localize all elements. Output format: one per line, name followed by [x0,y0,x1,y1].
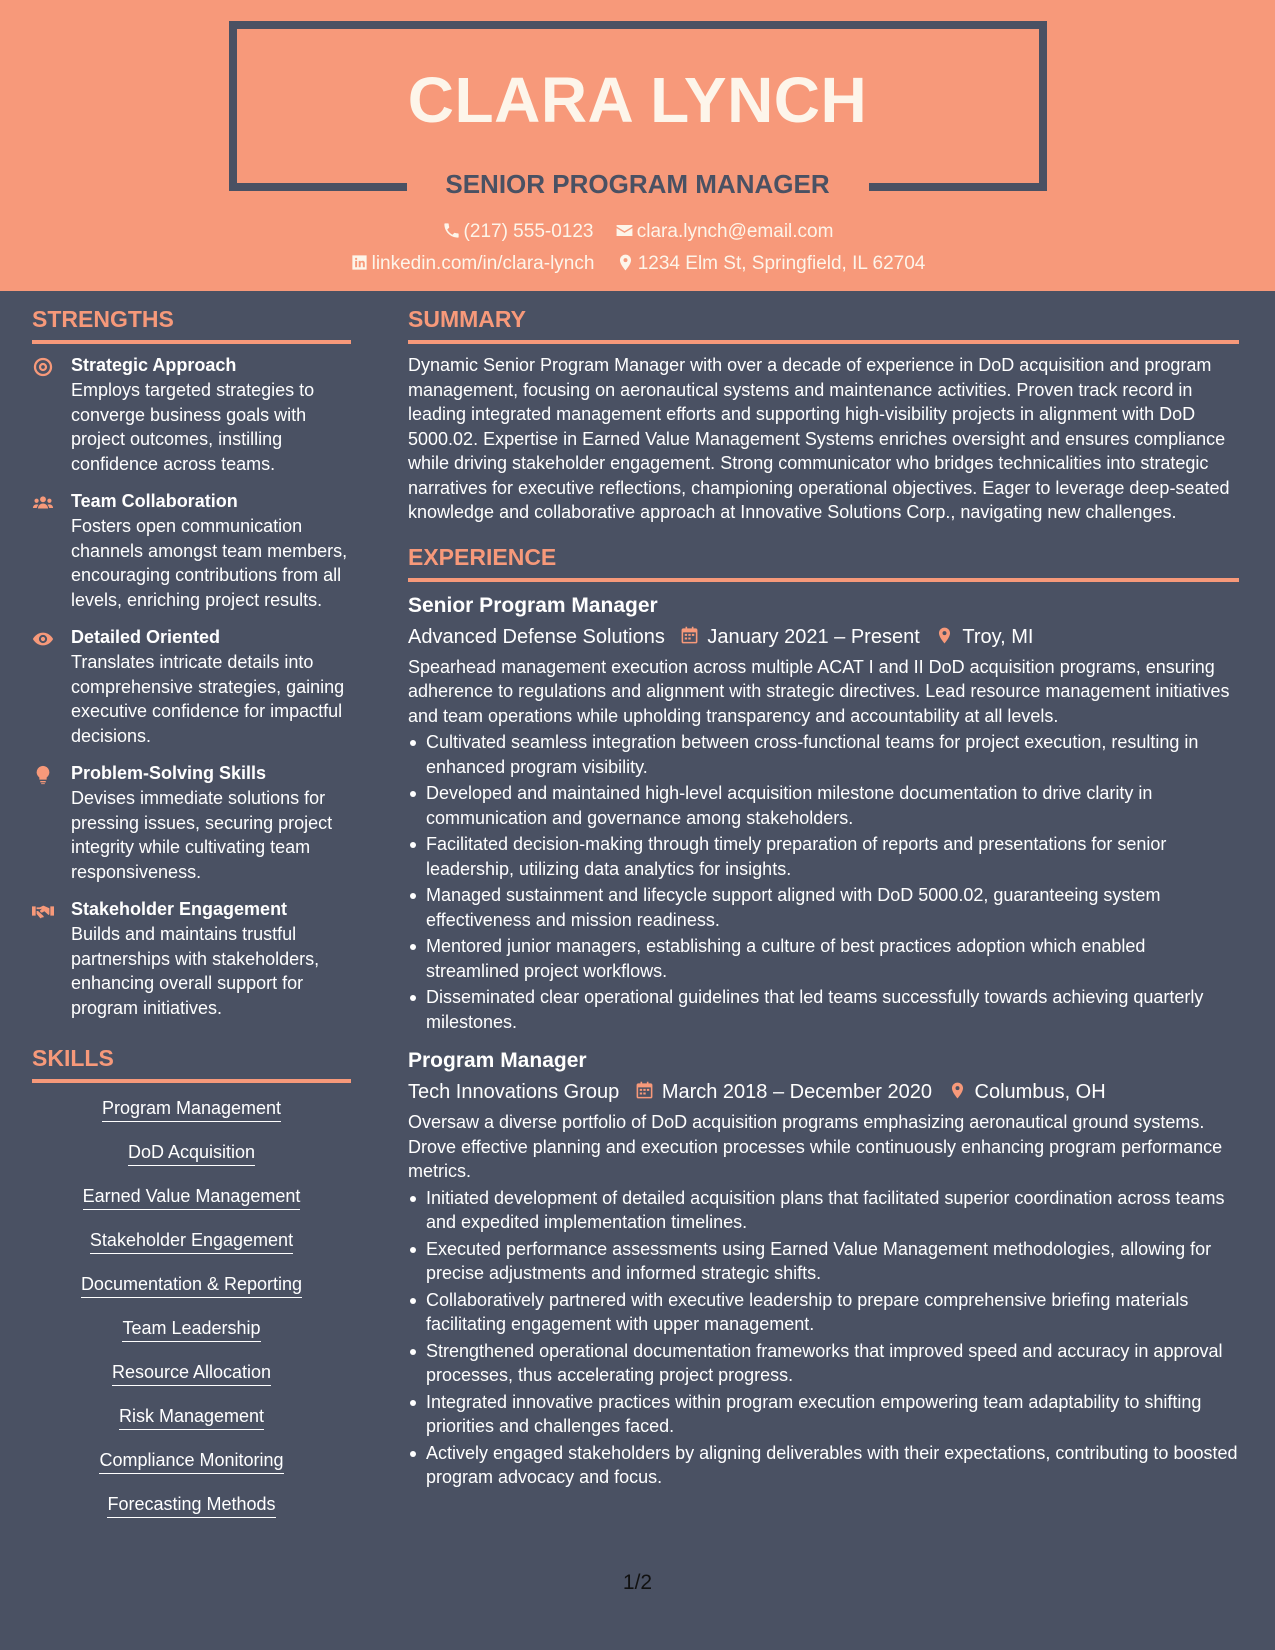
candidate-title: SENIOR PROGRAM MANAGER [445,169,830,199]
job-description: Oversaw a diverse portfolio of DoD acquisition programs emphasizing aeronautical ground systems. Drove effective planning and execution processes while continuously enhancing program performance metrics. [408,1112,1223,1181]
job-dates: March 2018 – December 2020 [661,1081,932,1103]
skills-heading: SKILLS [32,1040,351,1083]
strength-title: Team Collaboration [71,491,238,511]
list-item: Developed and maintained high-level acquisition milestone documentation to drive clarity in communication and governance among stakeholders. [426,781,1239,830]
job-location: Columbus, OH [974,1081,1106,1103]
skill-tag: Stakeholder Engagement [90,1228,293,1254]
lightbulb-icon [32,764,54,786]
summary-text: Dynamic Senior Program Manager with over a decade of experience in DoD acquisition and program management, focusing on aeronautical systems and maintenance activities. Proven track record in leading integrated management efforts and supporting high-visibility projects in alignment with DoD 5000.02. Expertise in Earned Value Management Systems enriches oversight and ensures compliance while driving stakeholder engagement. Strong communicator who bridges technicalities into strategic narratives for executive reflections, championing operational objectives. Eager to leverage deep-seated knowledge and collaborative approach at Innovative Solutions Corp., navigating new challenges. [408,355,1230,522]
list-item: Executed performance assessments using Earned Value Management methodologies, allowing for precise adjustments and informed strategic shifts. [426,1237,1239,1286]
skill-tag: Risk Management [119,1404,264,1430]
strengths-heading: STRENGTHS [32,301,351,344]
list-item: Mentored junior managers, establishing a culture of best practices adoption which enabled streamlined project workflows. [426,934,1239,983]
list-item: Cultivated seamless integration between cross-functional teams for project execution, resulting in enhanced program visibility. [426,730,1239,779]
experience-heading: EXPERIENCE [408,539,1239,582]
skills-list [32,1092,351,1518]
list-item: Strengthened operational documentation frameworks that improved speed and accuracy in approval processes, thus accelerating project progress. [426,1339,1239,1388]
map-pin-icon [935,626,954,645]
job-entry [408,1046,1239,1490]
strength-item [32,353,351,476]
strength-desc: Devises immediate solutions for pressing issues, securing project integrity while cultivating team responsiveness. [71,788,333,882]
strength-item [32,897,351,1020]
list-item: Collaboratively partnered with executive leadership to prepare comprehensive briefing materials facilitating engagement with upper management. [426,1288,1239,1337]
map-pin-icon [948,1081,967,1100]
job-meta [408,621,1239,653]
contact-row-1 [0,219,1275,245]
list-item: Integrated innovative practices within program execution empowering team adaptability to shifting priorities and challenges faced. [426,1390,1239,1439]
strength-desc: Employs targeted strategies to converge business goals with project outcomes, instilling confidence across teams. [71,380,315,474]
job-role: Senior Program Manager [408,593,658,617]
left-column [32,301,351,1536]
contact-email[interactable] [615,219,834,245]
eye-icon [32,628,54,650]
linkedin-text: linkedin.com/in/clara-lynch [371,253,595,274]
strength-desc: Builds and maintains trustful partnerships with stakeholders, enhancing overall support for program initiatives. [71,924,320,1018]
strength-title: Strategic Approach [71,355,237,375]
header-frame-top [229,21,1047,29]
skill-tag: Forecasting Methods [107,1492,275,1518]
map-pin-icon [616,253,635,272]
phone-icon [442,221,461,240]
job-location: Troy, MI [962,625,1034,648]
strength-item [32,625,351,748]
contact-linkedin[interactable] [350,251,595,277]
list-item: Initiated development of detailed acquisition plans that facilitated superior coordination across teams and expedited implementation timelines. [426,1186,1239,1235]
skill-tag: Compliance Monitoring [99,1448,283,1474]
envelope-icon [615,221,634,240]
skill-tag: Program Management [102,1096,281,1122]
email-text: clara.lynch@email.com [636,221,834,242]
users-icon [32,492,54,514]
list-item: Managed sustainment and lifecycle support aligned with DoD 5000.02, guaranteeing system effectiveness and mission readiness. [426,883,1239,932]
right-column [408,301,1239,1502]
candidate-name: CLARA LYNCH [407,64,868,136]
list-item: Actively engaged stakeholders by aligning deliverables with their expectations, contributing to boosted program advocacy and focus. [426,1441,1239,1490]
strength-item [32,761,351,884]
handshake-icon [32,900,54,922]
calendar-icon [680,626,699,645]
skill-tag: Team Leadership [122,1316,260,1342]
contact-row-2 [0,251,1275,277]
contact-address [616,251,926,277]
strength-desc: Fosters open communication channels amongst team members, encouraging contributions from all levels, enriching project results. [71,516,348,610]
skill-tag: Resource Allocation [112,1360,271,1386]
calendar-icon [635,1081,654,1100]
contact-phone[interactable] [442,219,594,245]
skill-tag: DoD Acquisition [128,1140,255,1166]
job-entry [408,591,1239,1035]
page-number: 1/2 [622,1571,653,1594]
strength-desc: Translates intricate details into comprehensive strategies, gaining executive confidence for impactful decisions. [71,652,345,746]
strength-title: Problem-Solving Skills [71,763,267,783]
resume-header [0,0,1275,291]
list-item: Disseminated clear operational guidelines that led teams successfully towards achieving quarterly milestones. [426,985,1239,1034]
strength-item [32,489,351,612]
job-company: Advanced Defense Solutions [408,625,665,648]
phone-text: (217) 555-0123 [463,221,594,242]
target-icon [32,356,54,378]
job-role: Program Manager [408,1049,587,1072]
strength-title: Stakeholder Engagement [71,899,288,919]
job-bullets [408,1186,1239,1490]
job-description: Spearhead management execution across multiple ACAT I and II DoD acquisition programs, ensuring adherence to regulations and alignment with strategic directives. Lead resource management initiatives and team operations while upholding transparency and accountability at all levels. [408,656,1230,726]
skill-tag: Documentation & Reporting [81,1272,302,1298]
job-dates: January 2021 – Present [707,625,920,648]
job-meta [408,1076,1239,1108]
skill-tag: Earned Value Management [83,1184,301,1210]
address-text: 1234 Elm St, Springfield, IL 62704 [637,253,926,274]
linkedin-icon [350,253,369,272]
job-company: Tech Innovations Group [408,1081,620,1103]
summary-heading: SUMMARY [408,301,1239,344]
strength-title: Detailed Oriented [71,627,221,647]
job-bullets [408,730,1239,1034]
list-item: Facilitated decision-making through timely preparation of reports and presentations for senior leadership, utilizing data analytics for insights. [426,832,1239,881]
